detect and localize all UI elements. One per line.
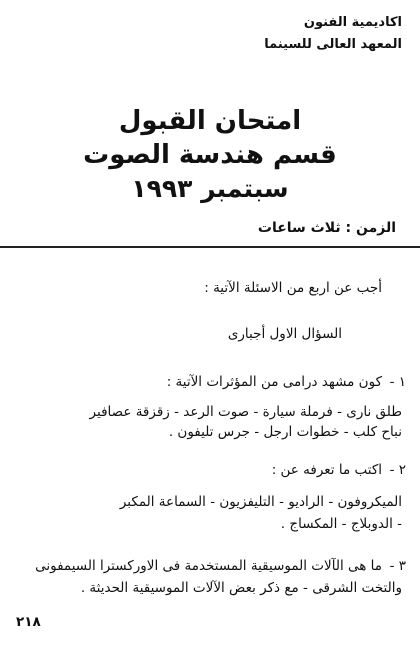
exam-duration: الزمن : ثلاث ساعات bbox=[257, 220, 396, 236]
question-text: كون مشهد درامى من المؤثرات الآتية : bbox=[166, 374, 382, 390]
question-detail: - الدوبلاج - المكساج . bbox=[280, 516, 402, 532]
academy-name: اكاديمية الفنون bbox=[303, 15, 402, 30]
exam-title bbox=[0, 104, 420, 206]
institute-name: المعهد العالى للسينما bbox=[264, 37, 402, 52]
instructions-main: أجب عن اربع من الاسئلة الآتية : bbox=[204, 280, 382, 296]
question-detail: نباح كلب - خطوات ارجل - جرس تليفون . bbox=[168, 424, 402, 440]
exam-title-line2: قسم هندسة الصوت bbox=[83, 140, 337, 170]
question-detail: والتخت الشرقى - مع ذكر بعض الآلات الموسيقية الحديثة . bbox=[80, 580, 402, 596]
question-text: اكتب ما تعرفه عن : bbox=[271, 462, 382, 478]
instructions-mandatory: السؤال الاول أجبارى bbox=[227, 326, 342, 342]
question-detail: طلق نارى - فرملة سيارة - صوت الرعد - زقزقة عصافير bbox=[89, 404, 402, 420]
page-number: ٢١٨ bbox=[16, 614, 41, 630]
exam-title-line1: امتحان القبول bbox=[118, 106, 302, 136]
question-number: ٣ - bbox=[389, 558, 406, 574]
question-text: ما هى الآلات الموسيقية المستخدمة فى الاوركسترا السيمفونى bbox=[35, 558, 382, 574]
exam-date: سبتمبر ١٩٩٣ bbox=[131, 174, 289, 203]
question-number: ٢ - bbox=[389, 462, 406, 478]
divider bbox=[0, 246, 420, 248]
question-number: ١ - bbox=[389, 374, 406, 390]
institution-header bbox=[264, 12, 402, 56]
question-detail: الميكروفون - الراديو - التليفزيون - السماعة المكبر bbox=[119, 494, 402, 510]
